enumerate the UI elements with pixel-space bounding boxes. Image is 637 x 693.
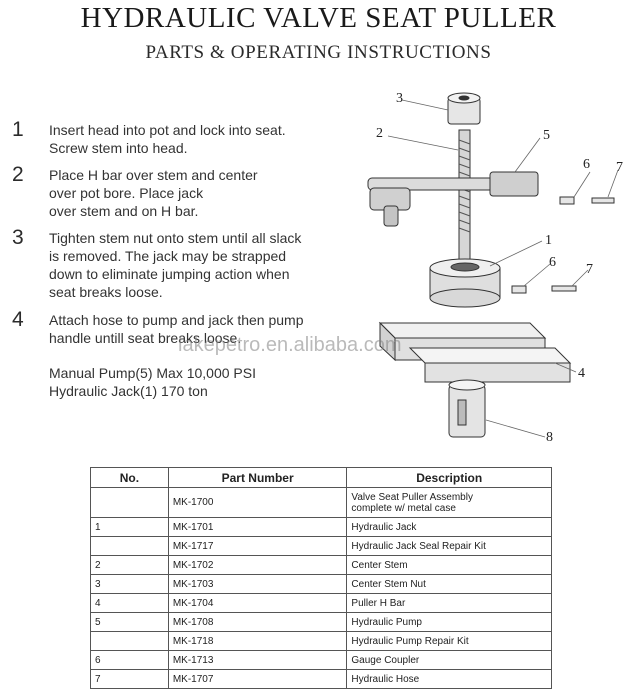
document-subtitle: PARTS & OPERATING INSTRUCTIONS (145, 42, 492, 63)
cell-description: Puller H Bar (347, 594, 552, 613)
column-header-part-number: Part Number (168, 468, 347, 488)
hydraulic-pump-drawing (368, 172, 538, 226)
cell-part-number: MK-1708 (168, 613, 347, 632)
column-header-description: Description (347, 468, 552, 488)
callout-2: 2 (376, 126, 383, 141)
cell-no: 5 (91, 613, 169, 632)
exploded-parts-diagram (340, 80, 630, 455)
cell-no (91, 537, 169, 556)
leader-lines (388, 100, 618, 437)
cell-description: Valve Seat Puller Assembly complete w/ metal case (347, 488, 552, 518)
cell-part-number: MK-1702 (168, 556, 347, 575)
specifications: Manual Pump(5) Max 10,000 PSI Hydraulic Jack(1) 170 ton (49, 365, 256, 399)
cell-description: Hydraulic Pump Repair Kit (347, 632, 552, 651)
cell-part-number: MK-1704 (168, 594, 347, 613)
puller-head-drawing (449, 380, 485, 437)
cell-description: Gauge Coupler (347, 651, 552, 670)
callout-3: 3 (396, 91, 403, 106)
cell-description: Hydraulic Jack (347, 518, 552, 537)
center-stem-drawing (459, 130, 470, 275)
step-text: Place H bar over stem and center over pot bore. Place jack over stem and on H bar. (49, 167, 258, 219)
cell-no: 7 (91, 670, 169, 689)
callout-6: 6 (583, 157, 590, 172)
callout-7-lower: 7 (586, 262, 593, 277)
cell-no (91, 632, 169, 651)
step-number: 4 (12, 308, 24, 331)
table-row (91, 613, 552, 632)
table-row (91, 670, 552, 689)
callout-6-lower: 6 (549, 255, 556, 270)
parts-table (90, 467, 552, 689)
callout-5: 5 (543, 128, 550, 143)
step-text: Insert head into pot and lock into seat. Screw stem into head. (49, 122, 286, 156)
step-text: Tighten stem nut onto stem until all slack is removed. The jack may be strapped down to eliminate jumping action when seat breaks loose. (49, 230, 302, 300)
puller-h-bar-drawing (380, 323, 570, 382)
table-row (91, 518, 552, 537)
callout-8: 8 (546, 430, 553, 445)
cell-part-number: MK-1718 (168, 632, 347, 651)
step-number: 2 (12, 163, 24, 186)
cell-no: 1 (91, 518, 169, 537)
cell-no: 6 (91, 651, 169, 670)
center-stem-nut-drawing (448, 93, 480, 124)
document-title: HYDRAULIC VALVE SEAT PULLER (80, 2, 557, 34)
cell-no: 3 (91, 575, 169, 594)
cell-description: Hydraulic Pump (347, 613, 552, 632)
cell-part-number: MK-1713 (168, 651, 347, 670)
cell-description: Hydraulic Hose (347, 670, 552, 689)
cell-part-number: MK-1707 (168, 670, 347, 689)
cell-description: Hydraulic Jack Seal Repair Kit (347, 537, 552, 556)
step-number: 1 (12, 118, 24, 141)
cell-description: Center Stem Nut (347, 575, 552, 594)
watermark: lakepetro.en.alibaba.com (178, 334, 402, 356)
cell-description: Center Stem (347, 556, 552, 575)
hose-fittings-drawing (512, 197, 614, 293)
table-row (91, 632, 552, 651)
cell-part-number: MK-1701 (168, 518, 347, 537)
column-header-no: No. (91, 468, 169, 488)
callout-4: 4 (578, 366, 585, 381)
hydraulic-jack-drawing (430, 259, 500, 307)
cell-part-number: MK-1700 (168, 488, 347, 518)
cell-no (91, 488, 169, 518)
table-row (91, 556, 552, 575)
callout-7: 7 (616, 160, 623, 175)
step-number: 3 (12, 226, 24, 249)
table-row (91, 575, 552, 594)
step-text: Attach hose to pump and jack then pump handle untill seat breaks loose. (49, 312, 304, 346)
table-row (91, 537, 552, 556)
cell-part-number: MK-1703 (168, 575, 347, 594)
table-row (91, 488, 552, 518)
table-row (91, 651, 552, 670)
table-row (91, 594, 552, 613)
cell-part-number: MK-1717 (168, 537, 347, 556)
cell-no: 4 (91, 594, 169, 613)
cell-no: 2 (91, 556, 169, 575)
table-header-row (91, 468, 552, 488)
callout-1: 1 (545, 233, 552, 248)
